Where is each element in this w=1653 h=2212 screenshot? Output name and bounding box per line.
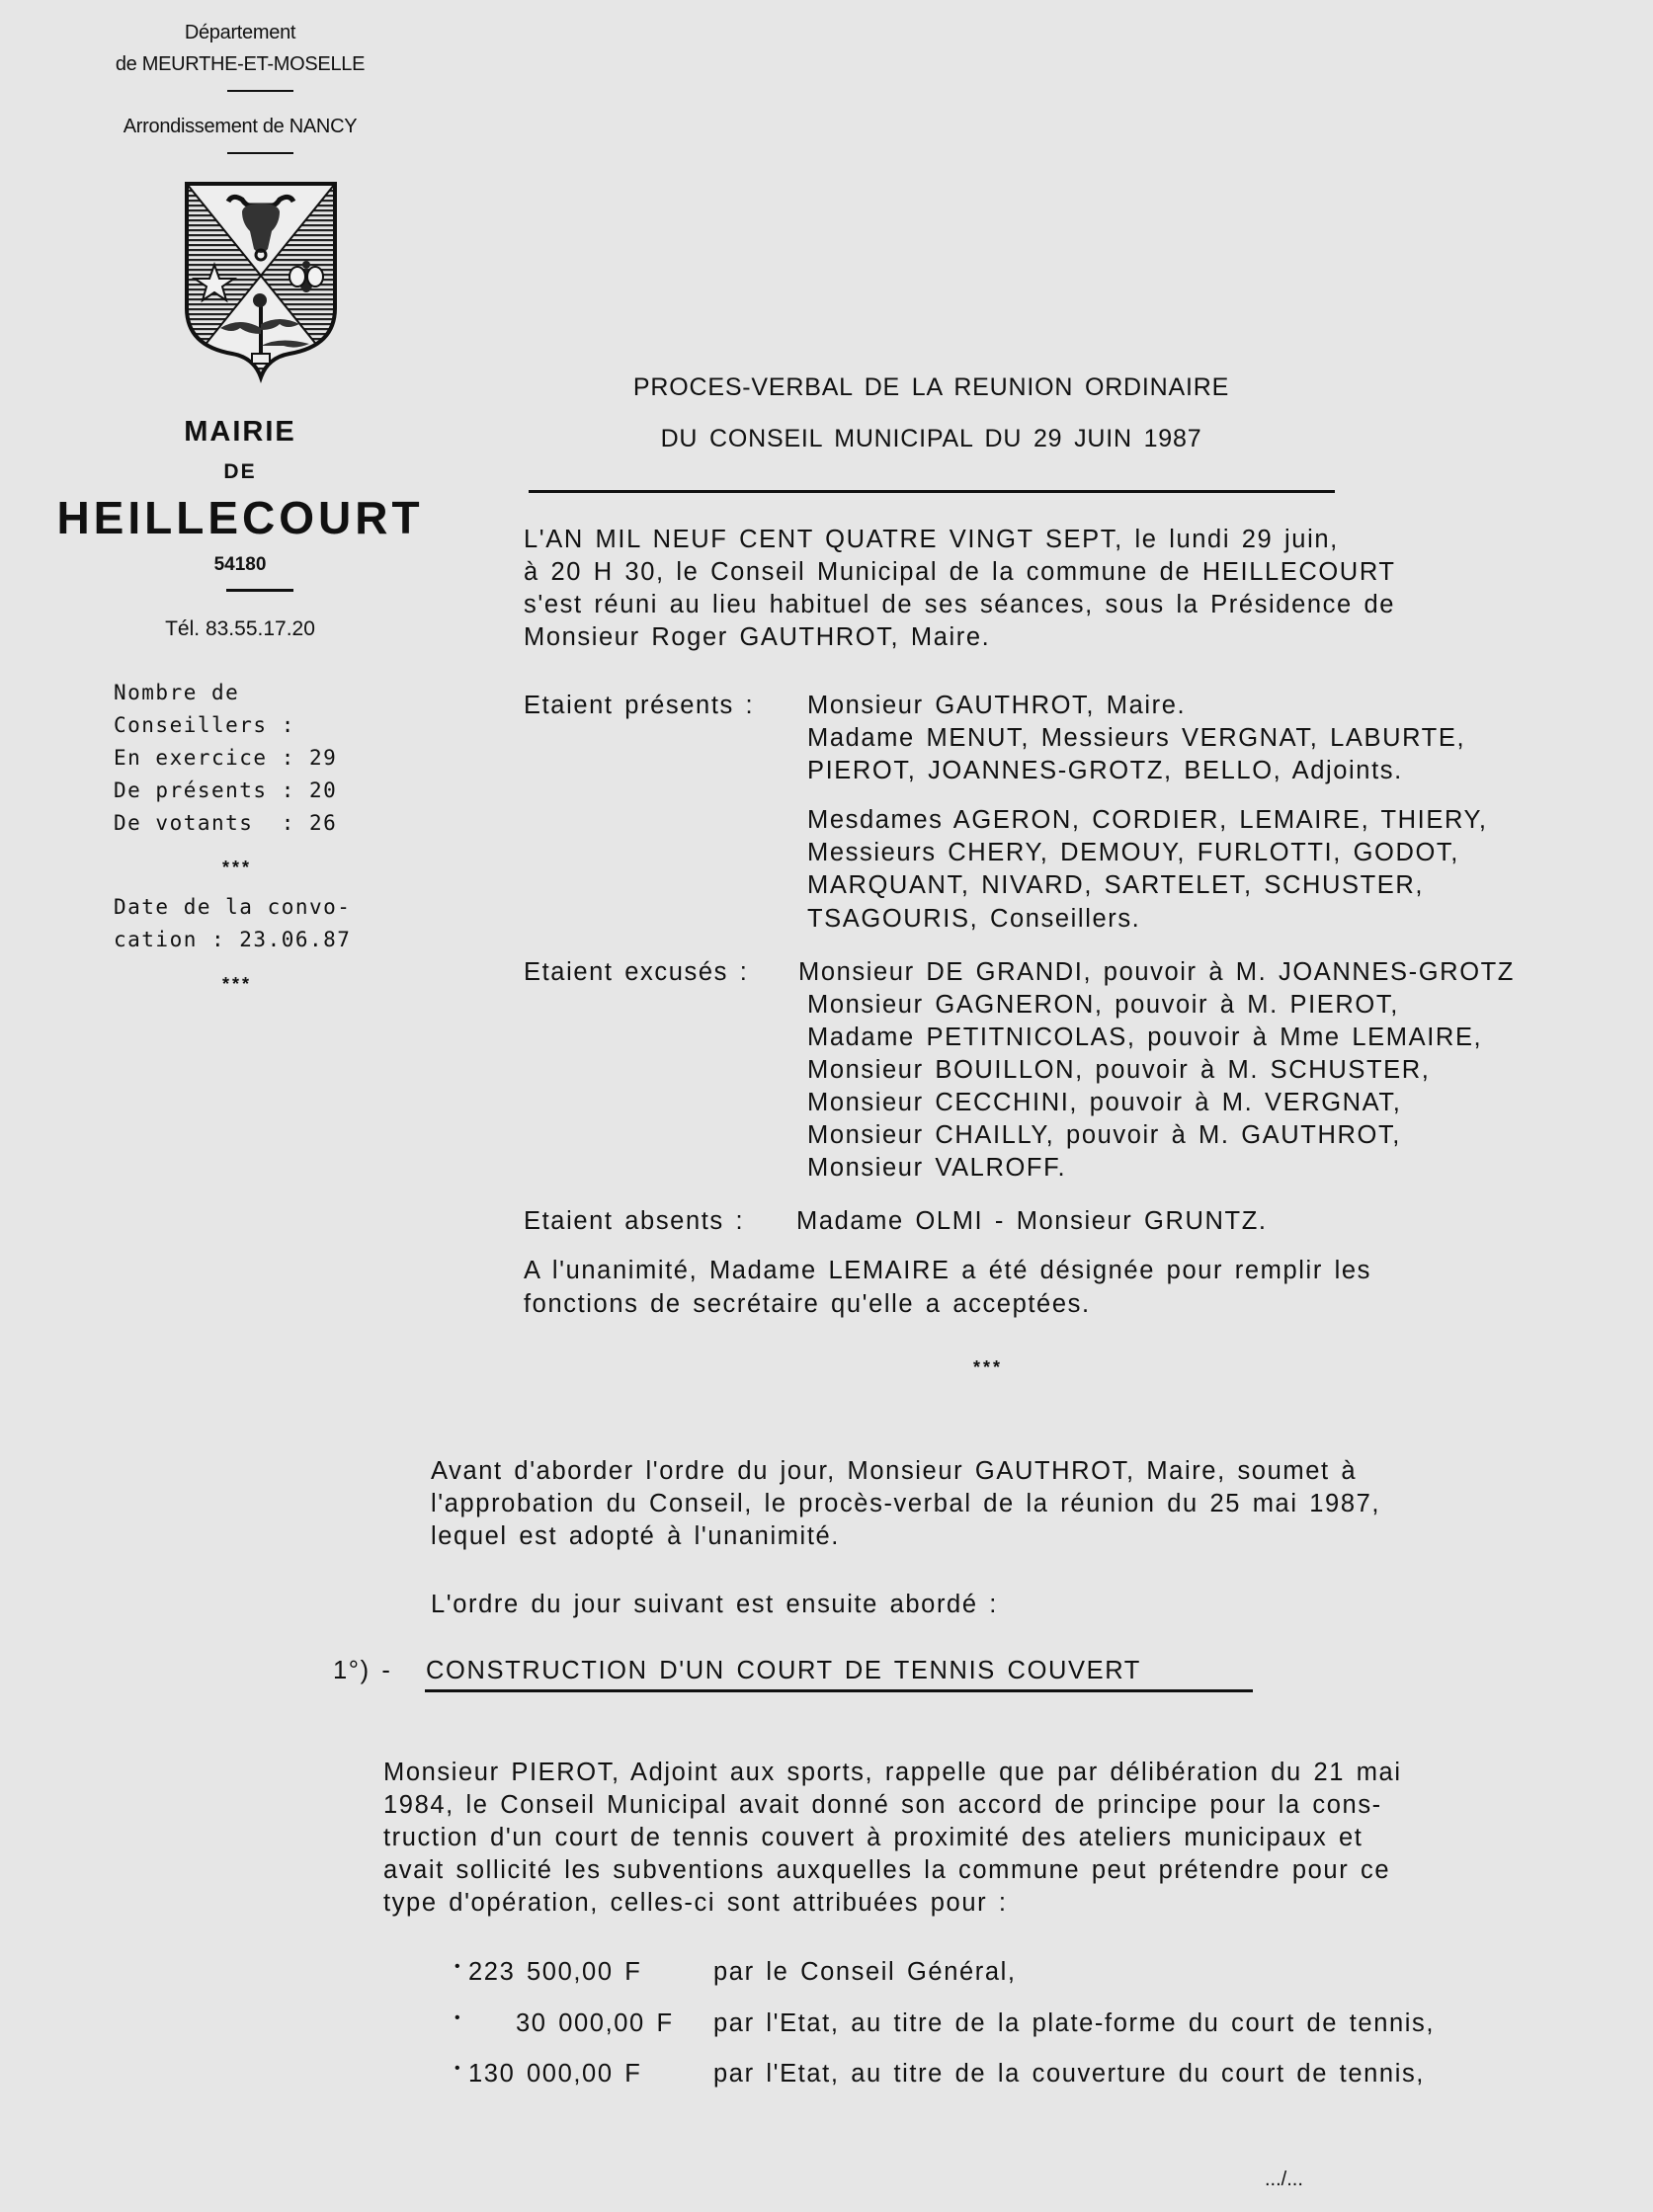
departement-name: de MEURTHE-ET-MOSELLE bbox=[115, 53, 366, 75]
subvention-text: par l'Etat, au titre de la couverture du court de tennis, bbox=[713, 2060, 1425, 2088]
excuses-line: Monsieur BOUILLON, pouvoir à M. SCHUSTER, bbox=[807, 1056, 1431, 1084]
opening-line: à 20 H 30, le Conseil Municipal de la commune de HEILLECOURT bbox=[524, 558, 1396, 586]
title-divider bbox=[529, 490, 1335, 493]
approbation-line: l'approbation du Conseil, le procès-verbal de la réunion du 25 mai 1987, bbox=[431, 1490, 1381, 1517]
divider bbox=[227, 90, 293, 92]
item-paragraph-line: avait sollicité les subventions auxquelles la commune peut prétendre pour ce bbox=[383, 1856, 1391, 1884]
excuses-line: Monsieur CECCHINI, pouvoir à M. VERGNAT, bbox=[807, 1089, 1402, 1116]
opening-line: L'AN MIL NEUF CENT QUATRE VINGT SEPT, le lundi 29 juin, bbox=[524, 526, 1339, 553]
bullet-icon: • bbox=[455, 2060, 462, 2077]
excuses-line: Monsieur CHAILLY, pouvoir à M. GAUTHROT, bbox=[807, 1121, 1401, 1149]
mairie-de-label: DE bbox=[223, 460, 257, 483]
item-paragraph-line: Monsieur PIEROT, Adjoint aux sports, rappelle que par délibération du 21 mai bbox=[383, 1759, 1402, 1786]
conseillers-presents: De présents : 20 bbox=[114, 778, 338, 802]
opening-line: s'est réuni au lieu habituel de ses séances, sous la Présidence de bbox=[524, 591, 1396, 618]
convocation-date: cation : 23.06.87 bbox=[114, 928, 352, 951]
sidebar-line: Nombre de bbox=[114, 681, 240, 704]
excuses-line: Monsieur DE GRANDI, pouvoir à M. JOANNES-GROTZ bbox=[798, 958, 1515, 986]
presents-line: Madame MENUT, Messieurs VERGNAT, LABURTE, bbox=[807, 724, 1466, 752]
mairie-label: MAIRIE bbox=[184, 416, 296, 448]
excuses-line: Monsieur VALROFF. bbox=[807, 1154, 1067, 1182]
sidebar-line: Conseillers : bbox=[114, 713, 295, 737]
excuses-label: Etaient excusés : bbox=[524, 958, 749, 986]
presents-line: PIEROT, JOANNES-GROTZ, BELLO, Adjoints. bbox=[807, 757, 1403, 784]
convocation-line: Date de la convo- bbox=[114, 895, 352, 919]
presents-label: Etaient présents : bbox=[524, 692, 755, 719]
presents-line: Mesdames AGERON, CORDIER, LEMAIRE, THIERY, bbox=[807, 806, 1488, 834]
presents-line: Messieurs CHERY, DEMOUY, FURLOTTI, GODOT, bbox=[807, 839, 1459, 866]
approbation-line: Avant d'aborder l'ordre du jour, Monsieur GAUTHROT, Maire, soumet à bbox=[431, 1457, 1358, 1485]
item-heading: CONSTRUCTION D'UN COURT DE TENNIS COUVERT bbox=[426, 1657, 1141, 1684]
document-title-line2: DU CONSEIL MUNICIPAL DU 29 JUIN 1987 bbox=[660, 425, 1202, 452]
presents-line: TSAGOURIS, Conseillers. bbox=[807, 905, 1141, 933]
arrondissement: Arrondissement de NANCY bbox=[123, 116, 358, 137]
item-paragraph-line: type d'opération, celles-ci sont attribuées pour : bbox=[383, 1889, 1008, 1917]
separator-stars: *** bbox=[222, 974, 253, 994]
conseillers-votants: De votants : 26 bbox=[114, 811, 338, 835]
presents-line: MARQUANT, NIVARD, SARTELET, SCHUSTER, bbox=[807, 871, 1425, 899]
telephone: Tél. 83.55.17.20 bbox=[165, 617, 315, 640]
subvention-amount: 223 500,00 F bbox=[468, 1958, 642, 1986]
subvention-amount: 30 000,00 F bbox=[516, 2009, 674, 2037]
postal-code: 54180 bbox=[213, 554, 267, 575]
subvention-text: par le Conseil Général, bbox=[713, 1958, 1017, 1986]
departement-label: Département bbox=[184, 22, 296, 43]
item-paragraph-line: truction d'un court de tennis couvert à proximité des ateliers municipaux et bbox=[383, 1824, 1364, 1851]
ordre-du-jour-intro: L'ordre du jour suivant est ensuite abordé : bbox=[431, 1591, 998, 1618]
separator-stars: *** bbox=[973, 1357, 1004, 1377]
item-paragraph-line: 1984, le Conseil Municipal avait donné son accord de principe pour la cons- bbox=[383, 1791, 1382, 1819]
divider bbox=[226, 589, 293, 592]
secretaire-line: fonctions de secrétaire qu'elle a acceptées. bbox=[524, 1290, 1091, 1318]
bullet-icon: • bbox=[455, 2009, 462, 2026]
document-title-line1: PROCES-VERBAL DE LA REUNION ORDINAIRE bbox=[632, 373, 1230, 401]
item-number: 1°) - bbox=[333, 1657, 392, 1684]
excuses-line: Monsieur GAGNERON, pouvoir à M. PIEROT, bbox=[807, 991, 1399, 1019]
coat-of-arms-icon bbox=[181, 180, 341, 383]
subvention-text: par l'Etat, au titre de la plate-forme du court de tennis, bbox=[713, 2009, 1436, 2037]
opening-line: Monsieur Roger GAUTHROT, Maire. bbox=[524, 623, 991, 651]
secretaire-line: A l'unanimité, Madame LEMAIRE a été désignée pour remplir les bbox=[524, 1257, 1371, 1284]
commune-name: HEILLECOURT bbox=[56, 492, 424, 543]
heading-underline bbox=[425, 1689, 1253, 1692]
subvention-amount: 130 000,00 F bbox=[468, 2060, 642, 2088]
page-continuation: .../... bbox=[1265, 2169, 1303, 2190]
divider bbox=[227, 152, 293, 154]
separator-stars: *** bbox=[222, 858, 253, 877]
presents-line: Monsieur GAUTHROT, Maire. bbox=[807, 692, 1187, 719]
bullet-icon: • bbox=[455, 1958, 462, 1975]
conseillers-en-exercice: En exercice : 29 bbox=[114, 746, 338, 770]
excuses-line: Madame PETITNICOLAS, pouvoir à Mme LEMAIRE, bbox=[807, 1024, 1483, 1051]
absents-label: Etaient absents : bbox=[524, 1207, 745, 1235]
absents-text: Madame OLMI - Monsieur GRUNTZ. bbox=[796, 1207, 1268, 1235]
approbation-line: lequel est adopté à l'unanimité. bbox=[431, 1522, 840, 1550]
